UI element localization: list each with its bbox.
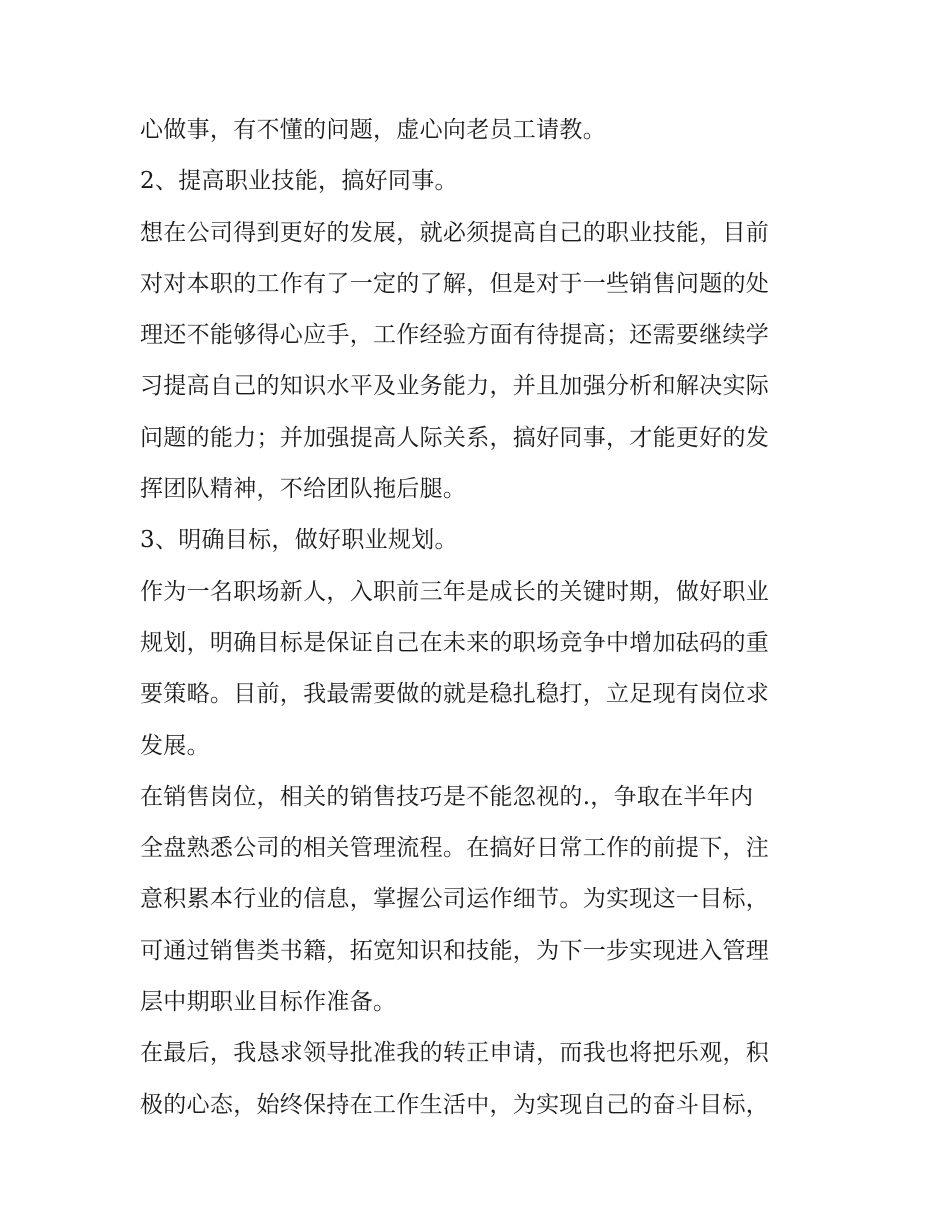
text-line: 意积累本行业的信息，掌握公司运作细节。为实现这一目标， [140, 886, 770, 913]
text-line: 在销售岗位，相关的销售技巧是不能忽视的.，争取在半年内 [140, 783, 754, 810]
document-body [140, 108, 830, 1134]
text-line: 发展。 [140, 732, 210, 759]
text-line: 心做事，有不懂的问题，虚心向老员工请教。 [140, 117, 606, 143]
text-line: 要策略。目前，我最需要做的就是稳扎稳打，立足现有岗位求 [140, 681, 770, 708]
text-line: 习提高自己的知识水平及业务能力，并且加强分析和解决实际 [140, 373, 770, 400]
text-line: 可通过销售类书籍，拓宽知识和技能，为下一步实现进入管理 [140, 937, 770, 964]
text-line: 极的心态，始终保持在工作生活中，为实现自己的奋斗目标， [140, 1091, 770, 1118]
text-line: 全盘熟悉公司的相关管理流程。在搞好日常工作的前提下，注 [140, 835, 770, 862]
text-line: 挥团队精神，不给团队拖后腿。 [140, 476, 467, 503]
text-line: 理还不能够得心应手，工作经验方面有待提高；还需要继续学 [140, 322, 770, 349]
text-line: 问题的能力；并加强提高人际关系，搞好同事，才能更好的发 [140, 424, 770, 451]
text-line: 对对本职的工作有了一定的了解，但是对于一些销售问题的处 [140, 270, 770, 297]
text-line: 作为一名职场新人，入职前三年是成长的关键时期，做好职业 [140, 578, 770, 605]
text-line: 在最后，我恳求领导批准我的转正申请，而我也将把乐观，积 [140, 1040, 770, 1067]
text-line: 想在公司得到更好的发展，就必须提高自己的职业技能，目前 [140, 219, 770, 246]
text-line: 规划，明确目标是保证自己在未来的职场竞争中增加砝码的重 [140, 629, 770, 656]
section-heading: 3、明确目标，做好职业规划。 [140, 527, 458, 554]
text-line: 层中期职业目标作准备。 [140, 989, 397, 1016]
section-heading: 2、提高职业技能，搞好同事。 [140, 168, 458, 195]
